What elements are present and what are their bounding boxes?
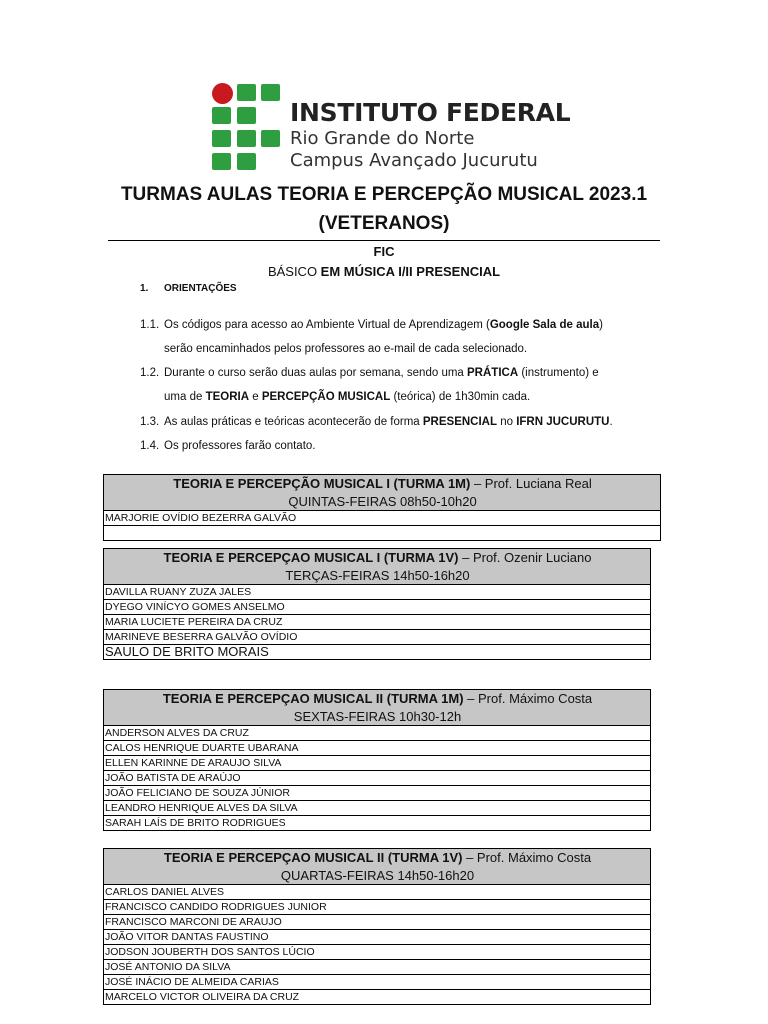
- title-divider: [108, 240, 660, 241]
- table-row: JOSÉ ANTONIO DA SILVA: [104, 960, 651, 975]
- table-row: MARIA LUCIETE PEREIRA DA CRUZ: [104, 615, 651, 630]
- class-table-header: TEORIA E PERCEPÇAO MUSICAL II (TURMA 1M) – Prof. Máximo Costa SEXTAS-FEIRAS 10h30-12h: [104, 690, 651, 726]
- table-row: FRANCISCO CANDIDO RODRIGUES JUNIOR: [104, 900, 651, 915]
- class-table-4: [103, 848, 651, 1005]
- class-table-2: [103, 548, 651, 660]
- table-row: [104, 526, 661, 541]
- institution-logo: [212, 84, 572, 174]
- table-row: LEANDRO HENRIQUE ALVES DA SILVA: [104, 801, 651, 816]
- subtitle-course: BÁSICO EM MÚSICA I/II PRESENCIAL: [267, 264, 501, 279]
- orientation-item-3: 1.3. As aulas práticas e teóricas acontecerão de forma PRESENCIAL no IFRN JUCURUTU.: [140, 416, 613, 428]
- logo-line-1: INSTITUTO FEDERAL: [290, 98, 571, 127]
- table-row: CARLOS DANIEL ALVES: [104, 885, 651, 900]
- table-row: JOÃO BATISTA DE ARAÚJO: [104, 771, 651, 786]
- table-row: DYEGO VINÍCYO GOMES ANSELMO: [104, 600, 651, 615]
- orientation-item-1: 1.1. Os códigos para acesso ao Ambiente Virtual de Aprendizagem (Google Sala de aula) serão encaminhados pelos professores ao e-mail de cada selecionado.: [140, 319, 603, 355]
- orientation-item-2: 1.2. Durante o curso serão duas aulas por semana, sendo uma PRÁTICA (instrumento) e uma de TEORIA e PERCEPÇÃO MUSICAL (teórica) de 1h30min cada.: [140, 367, 599, 403]
- table-row: SAULO DE BRITO MORAIS: [104, 645, 651, 660]
- logo-text: [290, 84, 570, 172]
- class-table-header: TEORIA E PERCEPÇAO MUSICAL II (TURMA 1V) – Prof. Máximo Costa QUARTAS-FEIRAS 14h50-16h20: [104, 849, 651, 885]
- orientation-item-4: 1.4. Os professores farão contato.: [140, 440, 316, 452]
- table-row: JODSON JOUBERTH DOS SANTOS LÚCIO: [104, 945, 651, 960]
- table-row: SARAH LAÍS DE BRITO RODRIGUES: [104, 816, 651, 831]
- table-row: JOSÉ INÁCIO DE ALMEIDA CARIAS: [104, 975, 651, 990]
- table-row: JOÃO VITOR DANTAS FAUSTINO: [104, 930, 651, 945]
- table-row: JOÃO FELICIANO DE SOUZA JÚNIOR: [104, 786, 651, 801]
- table-row: CALOS HENRIQUE DUARTE UBARANA: [104, 741, 651, 756]
- table-row: DAVILLA RUANY ZUZA JALES: [104, 585, 651, 600]
- logo-mark-icon: [212, 84, 282, 174]
- logo-line-3: Campus Avançado Jucurutu: [290, 150, 538, 171]
- logo-red-circle: [212, 83, 233, 104]
- class-table-1: [103, 474, 661, 541]
- table-row: MARINEVE BESERRA GALVÃO OVÍDIO: [104, 630, 651, 645]
- table-row: MARCELO VICTOR OLIVEIRA DA CRUZ: [104, 990, 651, 1005]
- table-row: ELLEN KARINNE DE ARAUJO SILVA: [104, 756, 651, 771]
- section-heading-orientacoes: 1. ORIENTAÇÕES: [140, 283, 237, 294]
- table-row: MARJORIE OVÍDIO BEZERRA GALVÃO: [104, 511, 661, 526]
- class-table-header: TEORIA E PERCEPÇAO MUSICAL I (TURMA 1V) – Prof. Ozenir Luciano TERÇAS-FEIRAS 14h50-16h20: [104, 549, 651, 585]
- document-title-line-2: (VETERANOS): [318, 213, 450, 234]
- subtitle-fic: FIC: [373, 244, 395, 259]
- document-title-line-1: TURMAS AULAS TEORIA E PERCEPÇÃO MUSICAL 2023.1: [120, 184, 648, 205]
- table-row: ANDERSON ALVES DA CRUZ: [104, 726, 651, 741]
- class-table-header: TEORIA E PERCEPÇÃO MUSICAL I (TURMA 1M) – Prof. Luciana Real QUINTAS-FEIRAS 08h50-10h20: [104, 475, 661, 511]
- table-row: FRANCISCO MARCONI DE ARAUJO: [104, 915, 651, 930]
- class-table-3: [103, 689, 651, 831]
- logo-line-2: Rio Grande do Norte: [290, 128, 475, 149]
